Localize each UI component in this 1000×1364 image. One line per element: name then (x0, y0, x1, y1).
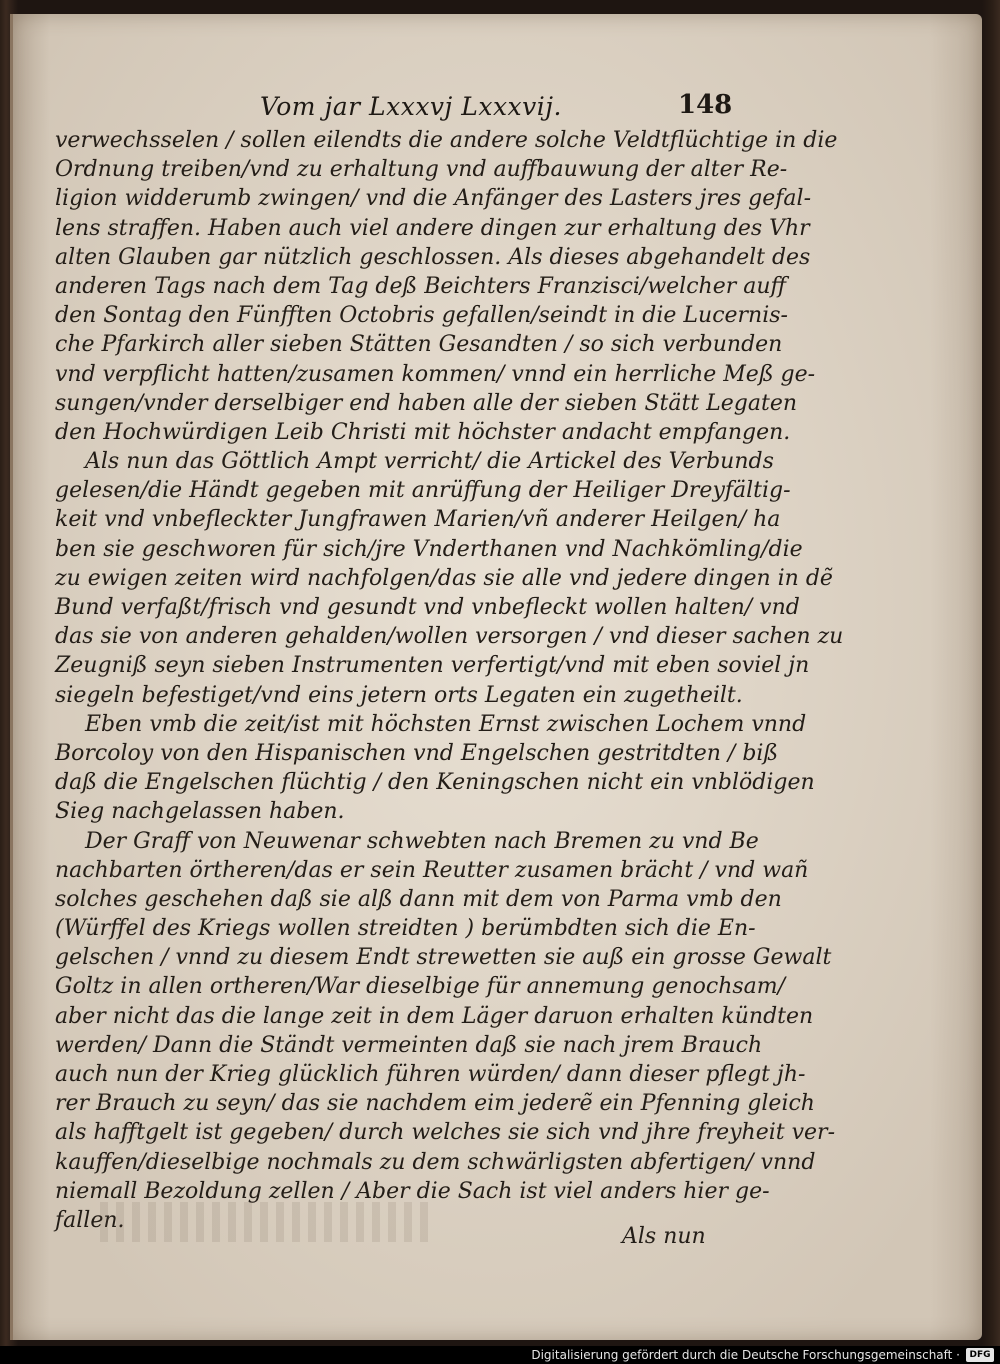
text-line: Bund verfaßt/frisch vnd gesundt vnd vnbefleckt wollen halten/ vnd (55, 595, 800, 620)
text-line: sungen/vnder derselbiger end haben alle der sieben Stätt Legaten (55, 390, 798, 416)
text-line: das sie von anderen gehalden/wollen versorgen / vnd dieser sachen zu (55, 624, 844, 650)
text-line: che Pfarkirch aller sieben Stätten Gesandten / so sich verbunden (55, 332, 783, 358)
text-line: als hafftgelt ist gegeben/ durch welches sie sich vnd jhre freyheit ver- (55, 1120, 836, 1146)
book-page (10, 14, 982, 1340)
text-line: Goltz in allen ortheren/War dieselbige für annemung genochsam/ (55, 974, 786, 1000)
paragraph-start-line: Der Graff von Neuwenar schwebten nach Bremen zu vnd Be (85, 828, 759, 854)
text-line: gelesen/die Händt gegeben mit anrüffung der Heiliger Dreyfältig- (55, 478, 791, 504)
text-line: kauffen/dieselbige nochmals zu dem schwärligsten abfertigen/ vnnd (55, 1149, 816, 1175)
show-through-mark (100, 1202, 430, 1242)
text-line: siegeln befestiget/vnd eins jetern orts Legaten ein zugetheilt. (55, 682, 743, 708)
text-line: anderen Tags nach dem Tag deß Beichters Franzisci/welcher auff (55, 273, 787, 299)
text-line: fallen. (55, 1207, 125, 1233)
text-line: verwechsselen / sollen eilendts die andere solche Veldtflüchtige in die (55, 128, 838, 153)
text-line: gelschen / vnnd zu diesem Endt strewetten sie auß ein grosse Gewalt (55, 945, 832, 971)
text-line: Sieg nachgelassen haben. (55, 799, 345, 825)
text-line: zu ewigen zeiten wird nachfolgen/das sie alle vnd jedere dingen in dẽ (55, 565, 833, 591)
text-line: solches geschehen daß sie alß dann mit dem von Parma vmb den (55, 886, 782, 912)
footer-bar (0, 1346, 1000, 1364)
text-line: vnd verpflicht hatten/zusamen kommen/ vnnd ein herrliche Meß ge- (55, 361, 816, 387)
catchword: Als nun (622, 1224, 706, 1249)
text-line: niemall Bezoldung zellen / Aber die Sach ist viel anders hier ge- (55, 1178, 770, 1204)
text-line: den Hochwürdigen Leib Christi mit höchster andacht empfangen. (55, 419, 791, 445)
text-line: keit vnd vnbefleckter Jungfrawen Marien/vñ anderer Heilgen/ ha (55, 507, 781, 533)
text-line: Ordnung treiben/vnd zu erhaltung vnd auffbauwung der alter Re- (55, 157, 788, 183)
text-line: den Sontag den Fünfften Octobris gefallen/seindt in die Lucernis- (55, 303, 788, 329)
paragraph-start-line: Als nun das Göttlich Ampt verricht/ die Artickel des Verbunds (85, 449, 774, 475)
text-line: ben sie geschworen für sich/jre Vnderthanen vnd Nachkömling/die (55, 536, 803, 562)
page-edge (10, 14, 13, 1340)
text-line: Borcoloy von den Hispanischen vnd Engelschen gestritdten / biß (55, 740, 779, 766)
body-text (55, 126, 844, 1235)
page-header (10, 88, 982, 128)
text-line: daß die Engelschen flüchtig / den Keningschen nicht ein vnblödigen (55, 770, 815, 796)
funding-credit: Digitalisierung gefördert durch die Deutsche Forschungsgemeinschaft · (531, 1348, 960, 1362)
text-line: alten Glauben gar nützlich geschlossen. Als dieses abgehandelt des (55, 244, 811, 270)
page-number: 148 (678, 90, 733, 120)
text-line: rer Brauch zu seyn/ das sie nachdem eim jederẽ ein Pfenning gleich (55, 1091, 815, 1117)
text-line: Zeugniß seyn sieben Instrumenten verfertigt/vnd mit eben soviel jn (55, 653, 810, 679)
text-line: nachbarten örtheren/das er sein Reutter zusamen brächt / vnd wañ (55, 857, 809, 883)
text-line: (Würffel des Kriegs wollen streidten ) berümbdten sich die En- (55, 916, 756, 942)
dfg-logo-icon: DFG (966, 1348, 994, 1362)
paragraph-start-line: Eben vmb die zeit/ist mit höchsten Ernst zwischen Lochem vnnd (85, 711, 807, 737)
text-line: werden/ Dann die Ständt vermeinten daß sie nach jrem Brauch (55, 1032, 763, 1058)
text-line: auch nun der Krieg glücklich führen würden/ dann dieser pflegt jh- (55, 1062, 806, 1087)
text-line: aber nicht das die lange zeit in dem Läger daruon erhalten kündten (55, 1003, 814, 1029)
text-line: lens straffen. Haben auch viel andere dingen zur erhaltung des Vhr (55, 215, 810, 241)
running-head: Vom jar Lxxxvj Lxxxvij. (260, 92, 562, 121)
text-line: ligion widderumb zwingen/ vnd die Anfänger des Lasters jres gefal- (55, 186, 812, 212)
